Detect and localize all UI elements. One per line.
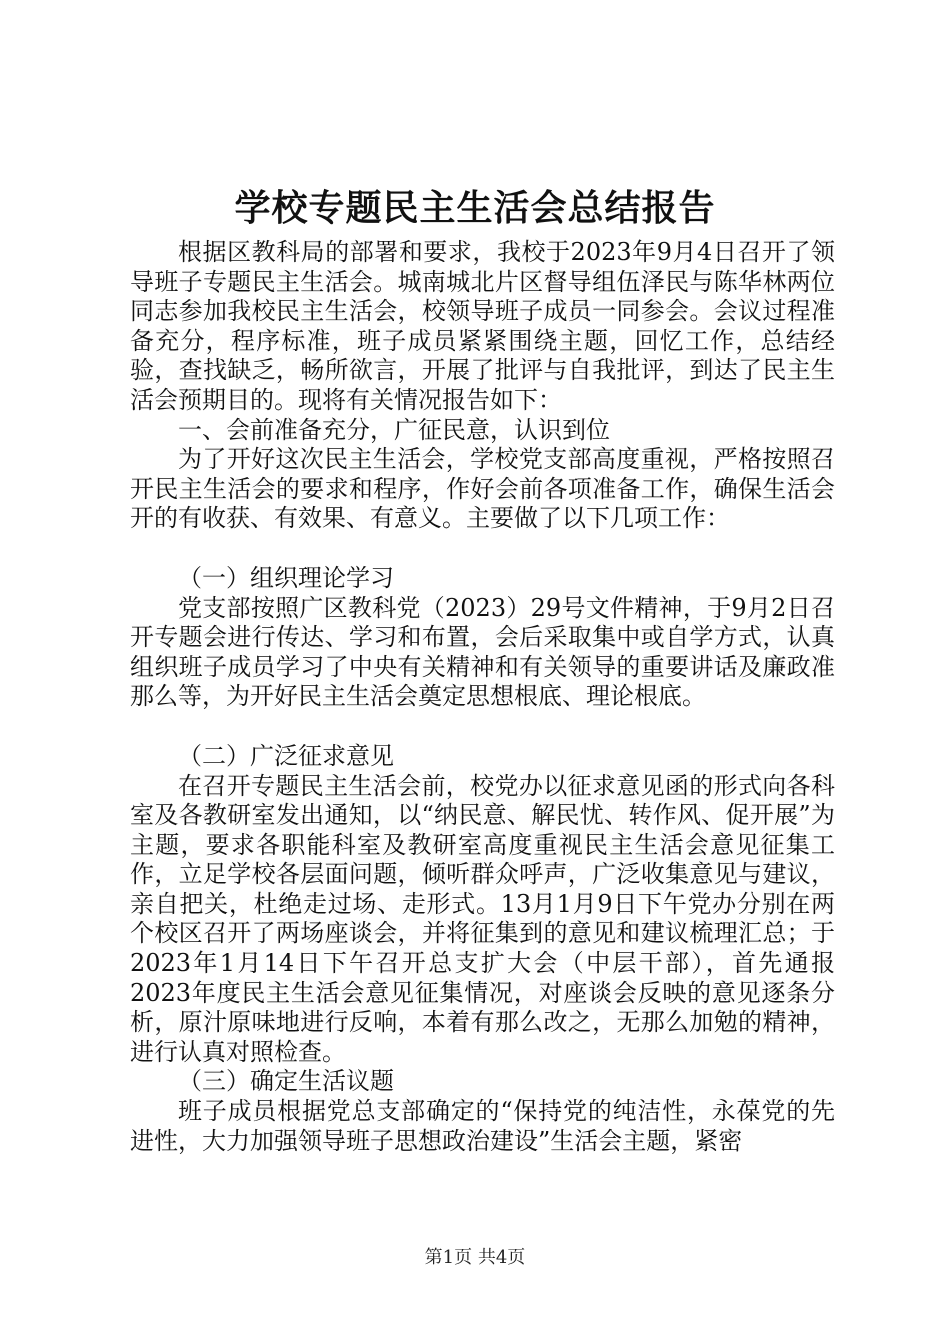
section-1-heading: 一、会前准备充分，广征民意，认识到位: [178, 415, 610, 444]
page-footer: 第1页 共4页: [424, 1247, 526, 1268]
subsection-1-heading: （一）组织理论学习: [178, 563, 394, 592]
document-title: 学校专题民主生活会总结报告: [234, 187, 716, 229]
document-body: [130, 238, 835, 1156]
subsection-3-paragraph: 班子成员根据党总支部确定的“保持党的纯洁性，永葆党的先进性，大力加强领导班子思想政治建设”生活会主题，紧密: [130, 1097, 835, 1155]
section-1-paragraph: 为了开好这次民主生活会，学校党支部高度重视，严格按照召开民主生活会的要求和程序，作好会前各项准备工作，确保生活会开的有收获、有效果、有意义。主要做了以下几项工作：: [130, 445, 835, 533]
subsection-3-heading: （三）确定生活议题: [178, 1067, 394, 1096]
intro-paragraph: 根据区教科局的部署和要求，我校于2023年9月4日召开了领导班子专题民主生活会。城南城北片区督导组伍泽民与陈华林两位同志参加我校民主生活会，校领导班子成员一同参会。会议过程准备充分，程序标准，班子成员紧紧围绕主题，回忆工作，总结经验，查找缺乏，畅所欲言，开展了批评与自我批评，到达了民主生活会预期目的。现将有关情况报告如下：: [130, 238, 835, 414]
subsection-2-heading: （二）广泛征求意见: [178, 741, 394, 770]
subsection-1-paragraph: 党支部按照广区教科党（2023）29号文件精神，于9月2日召开专题会进行传达、学习和布置，会后采取集中或自学方式，认真组织班子成员学习了中央有关精神和有关领导的重要讲话及廉政准那么等，为开好民主生活会奠定思想根底、理论根底。: [130, 593, 835, 711]
subsection-2-paragraph: 在召开专题民主生活会前，校党办以征求意见函的形式向各科室及各教研室发出通知，以“纳民意、解民忧、转作风、促开展”为主题，要求各职能科室及教研室高度重视民主生活会意见征集工作，立足学校各层面问题，倾听群众呼声，广泛收集意见与建议，亲自把关，杜绝走过场、走形式。13月1月9日下午党办分别在两个校区召开了两场座谈会，并将征集到的意见和建议梳理汇总；于2023年1月14日下午召开总支扩大会（中层干部），首先通报2023年度民主生活会意见征集情况，对座谈会反映的意见逐条分析，原汁原味地进行反响，本着有那么改之，无那么加勉的精神，进行认真对照检查。: [130, 771, 835, 1066]
